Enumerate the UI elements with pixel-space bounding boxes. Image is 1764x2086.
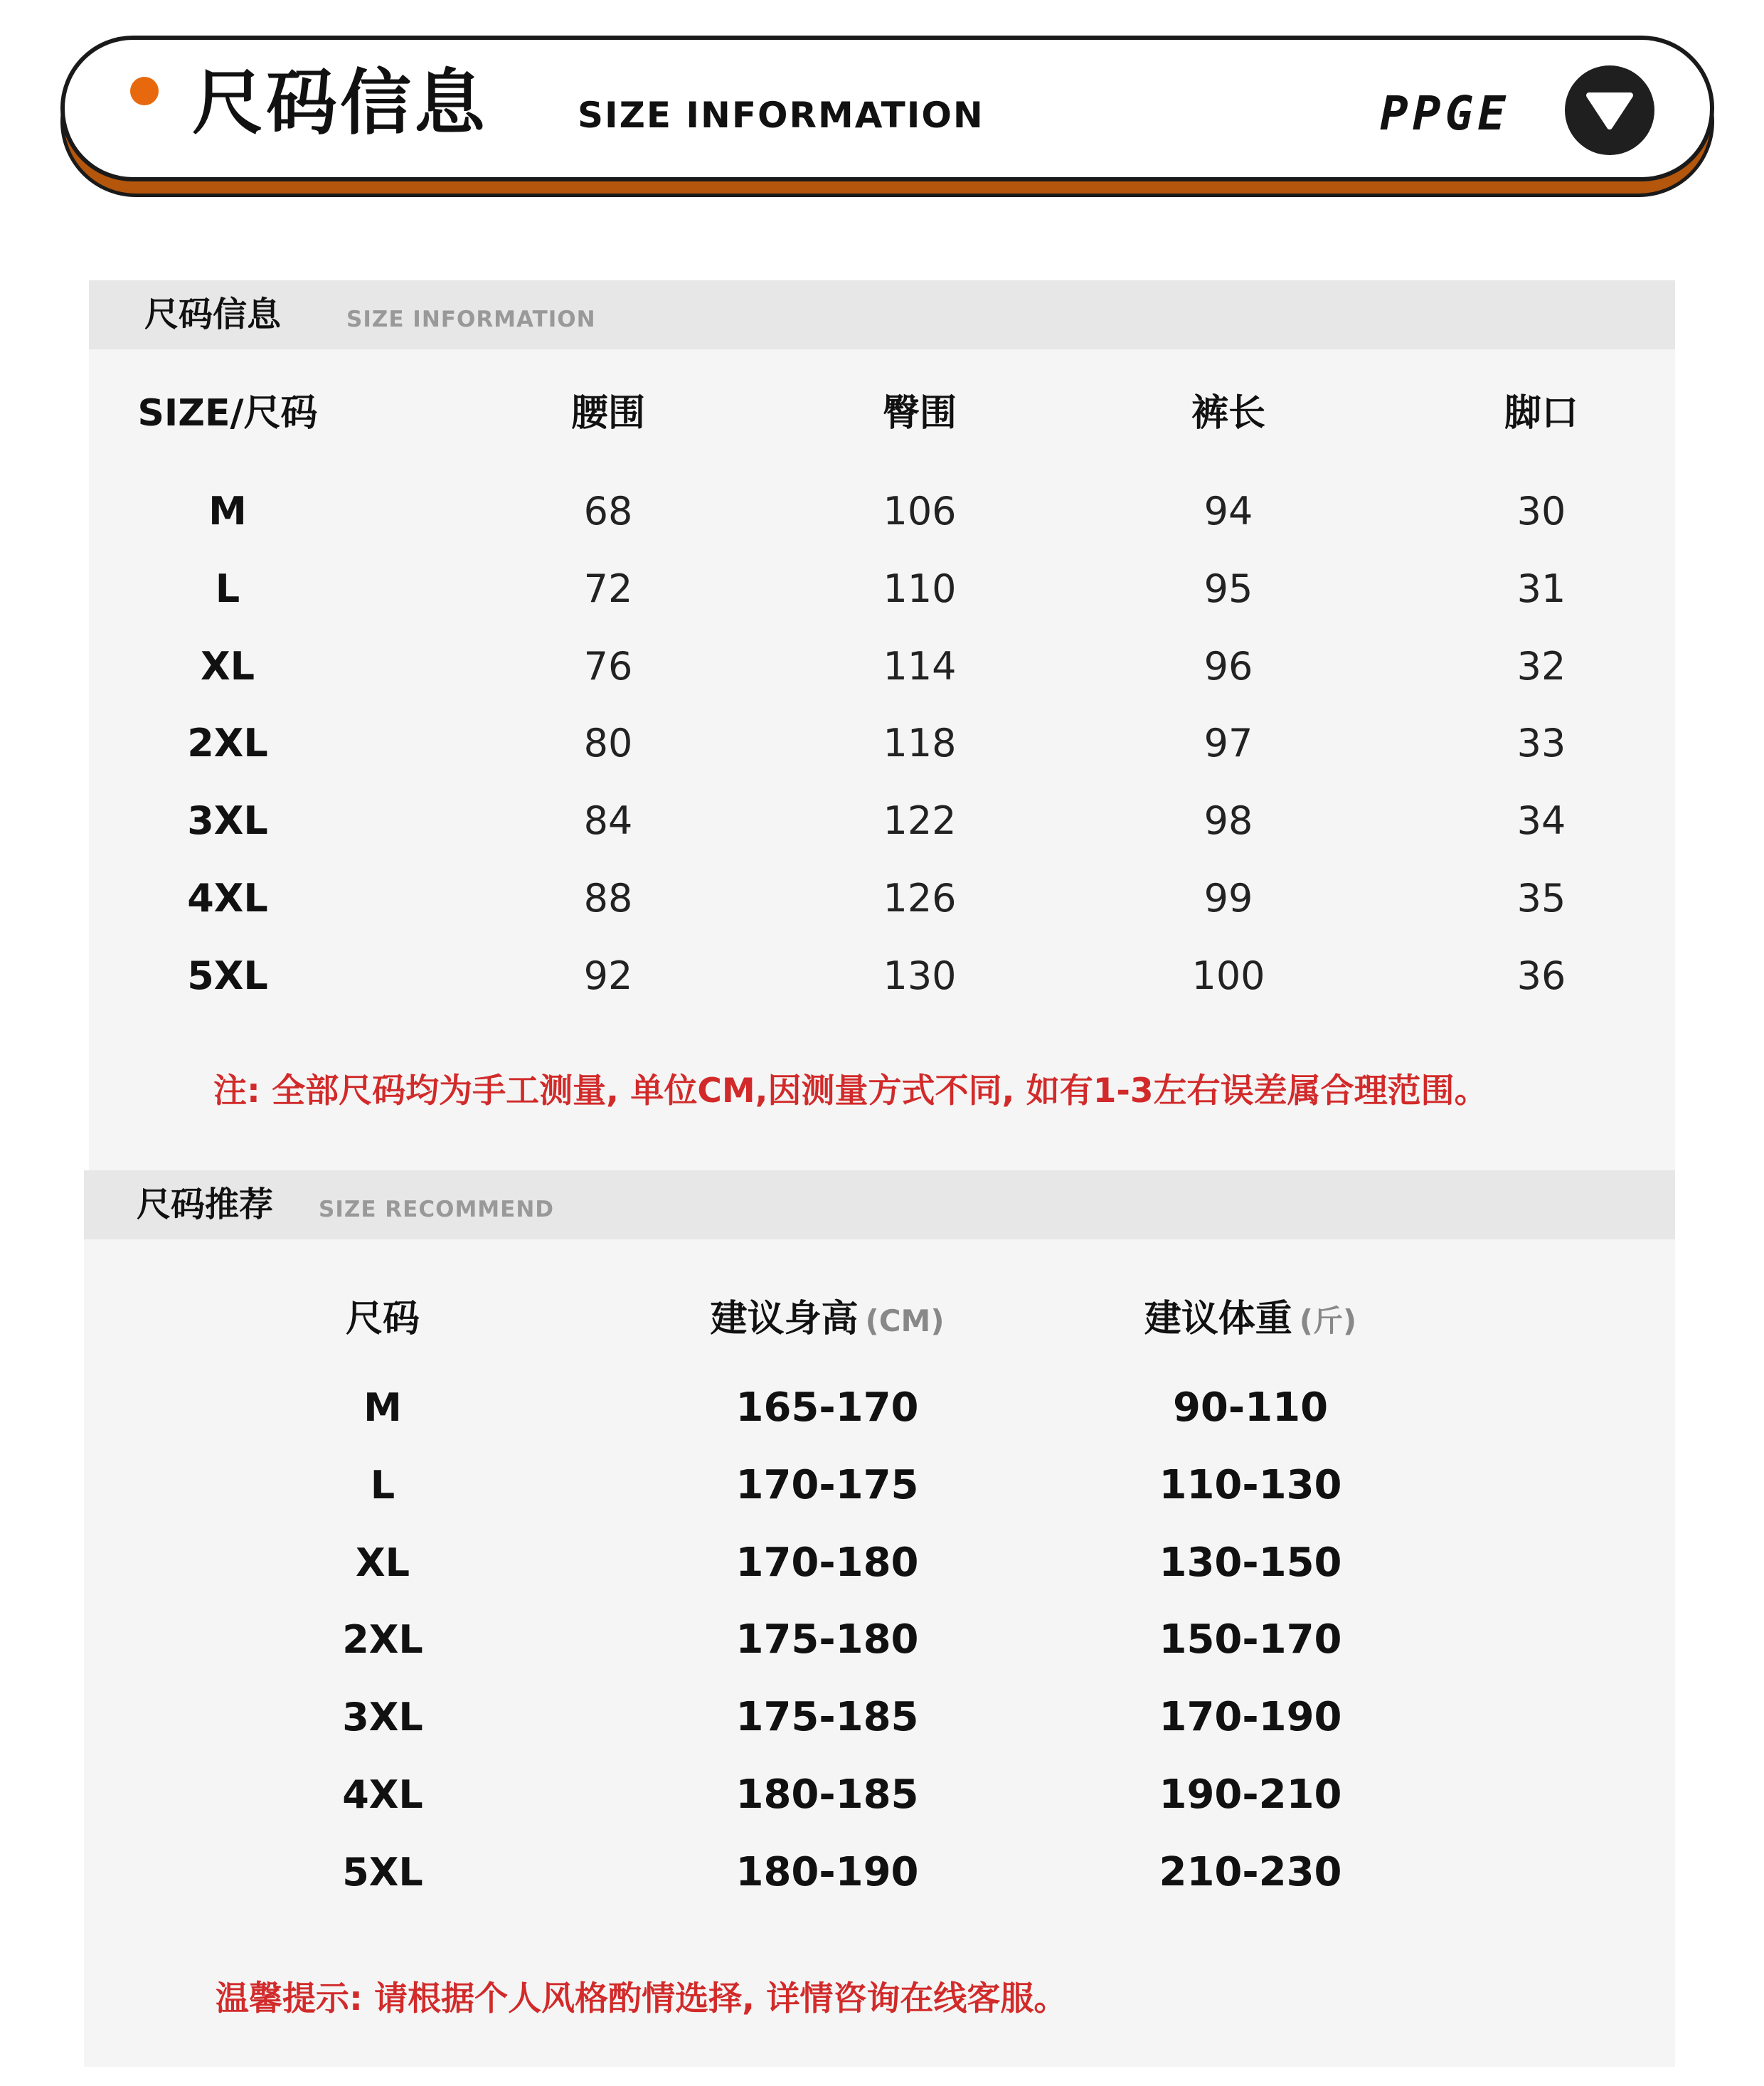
chevron-down-icon xyxy=(1585,90,1635,131)
column-header-label: 尺码 xyxy=(345,1298,420,1340)
size-info-header xyxy=(89,280,1675,349)
measurement-cell: 80 xyxy=(583,721,633,766)
size-label-cell: L xyxy=(370,1462,395,1508)
measurement-cell: 110 xyxy=(883,566,957,611)
column-header-label: 建议体重 xyxy=(1144,1298,1292,1340)
size-recommend-note: 温馨提示: 请根据个人风格酌情选择, 详情咨询在线客服。 xyxy=(216,1979,1068,2018)
size-label-cell: M xyxy=(208,489,247,534)
recommend-value-cell: 130-150 xyxy=(1159,1539,1342,1586)
measurement-cell: 72 xyxy=(583,566,633,611)
brand-logo: PPGE xyxy=(1380,86,1510,141)
measurement-cell: 31 xyxy=(1516,566,1566,611)
measurement-cell: 97 xyxy=(1204,721,1253,766)
measurement-cell: 99 xyxy=(1204,876,1253,921)
size-recommend-column-header xyxy=(710,1296,944,1344)
measurement-cell: 76 xyxy=(583,643,633,689)
size-info-column-header: 臀围 xyxy=(882,392,957,435)
measurement-cell: 100 xyxy=(1191,953,1265,998)
size-label-cell: 2XL xyxy=(187,721,268,766)
recommend-value-cell: 150-170 xyxy=(1159,1616,1342,1663)
measurement-cell: 114 xyxy=(883,643,957,689)
size-label-cell: XL xyxy=(200,643,255,689)
column-header-unit: (斤) xyxy=(1299,1303,1357,1338)
recommend-value-cell: 90-110 xyxy=(1172,1385,1329,1431)
size-info-note: 注: 全部尺码均为手工测量, 单位CM,因测量方式不同, 如有1-3左右误差属合理范围。 xyxy=(213,1071,1488,1111)
column-header-label: 建议身高 xyxy=(710,1298,859,1340)
recommend-value-cell: 210-230 xyxy=(1159,1848,1342,1895)
size-recommend-column-header xyxy=(1144,1296,1356,1344)
size-label-cell: M xyxy=(363,1385,402,1430)
recommend-value-cell: 180-190 xyxy=(735,1848,919,1895)
measurement-cell: 88 xyxy=(583,876,633,921)
recommend-value-cell: 165-170 xyxy=(735,1385,919,1431)
orange-dot-icon xyxy=(130,77,159,105)
measurement-cell: 96 xyxy=(1204,643,1253,689)
size-info-column-header: 腰围 xyxy=(570,392,646,435)
measurement-cell: 92 xyxy=(583,953,633,998)
size-recommend-title: 尺码推荐 xyxy=(137,1185,274,1224)
measurement-cell: 95 xyxy=(1204,566,1253,611)
measurement-cell: 94 xyxy=(1204,489,1253,534)
size-recommend-panel xyxy=(84,1170,1675,2067)
measurement-cell: 32 xyxy=(1516,643,1566,689)
size-label-cell: 5XL xyxy=(342,1849,423,1895)
measurement-cell: 33 xyxy=(1516,721,1566,766)
size-info-column-header: 裤长 xyxy=(1191,392,1266,435)
measurement-cell: 34 xyxy=(1516,798,1566,844)
recommend-value-cell: 180-185 xyxy=(735,1772,919,1818)
measurement-cell: 106 xyxy=(883,489,957,534)
measurement-cell: 30 xyxy=(1516,489,1566,534)
measurement-cell: 118 xyxy=(883,721,957,766)
banner-title: 尺码信息 xyxy=(192,61,488,144)
recommend-value-cell: 110-130 xyxy=(1159,1461,1342,1508)
measurement-cell: 98 xyxy=(1204,798,1253,844)
size-label-cell: 4XL xyxy=(342,1772,423,1817)
size-info-title: 尺码信息 xyxy=(144,295,282,334)
size-recommend-column-header xyxy=(346,1296,420,1342)
size-recommend-header xyxy=(84,1170,1675,1239)
measurement-cell: 122 xyxy=(883,798,957,844)
size-info-column-header: SIZE/尺码 xyxy=(137,392,318,435)
size-label-cell: 2XL xyxy=(342,1617,423,1663)
measurement-cell: 35 xyxy=(1516,876,1566,921)
size-label-cell: 3XL xyxy=(187,798,268,844)
size-label-cell: 4XL xyxy=(187,876,268,921)
size-recommend-subtitle: SIZE RECOMMEND xyxy=(319,1197,555,1222)
measurement-cell: 68 xyxy=(583,489,633,534)
size-label-cell: L xyxy=(215,566,240,611)
size-label-cell: 5XL xyxy=(187,953,268,998)
measurement-cell: 126 xyxy=(883,876,957,921)
size-info-panel xyxy=(89,280,1675,1173)
recommend-value-cell: 170-190 xyxy=(1159,1694,1342,1741)
dropdown-button[interactable] xyxy=(1565,65,1654,155)
size-info-column-header: 脚口 xyxy=(1504,392,1579,435)
size-label-cell: XL xyxy=(355,1540,410,1585)
recommend-value-cell: 175-185 xyxy=(735,1694,919,1741)
recommend-value-cell: 170-180 xyxy=(735,1539,919,1586)
recommend-value-cell: 190-210 xyxy=(1159,1772,1342,1818)
measurement-cell: 84 xyxy=(583,798,633,844)
recommend-value-cell: 170-175 xyxy=(735,1461,919,1508)
banner-subtitle: SIZE INFORMATION xyxy=(578,95,984,136)
size-label-cell: 3XL xyxy=(342,1695,423,1740)
recommend-value-cell: 175-180 xyxy=(735,1616,919,1663)
measurement-cell: 130 xyxy=(883,953,957,998)
size-info-subtitle: SIZE INFORMATION xyxy=(346,307,596,332)
measurement-cell: 36 xyxy=(1516,953,1566,998)
column-header-unit: (CM) xyxy=(865,1303,945,1338)
